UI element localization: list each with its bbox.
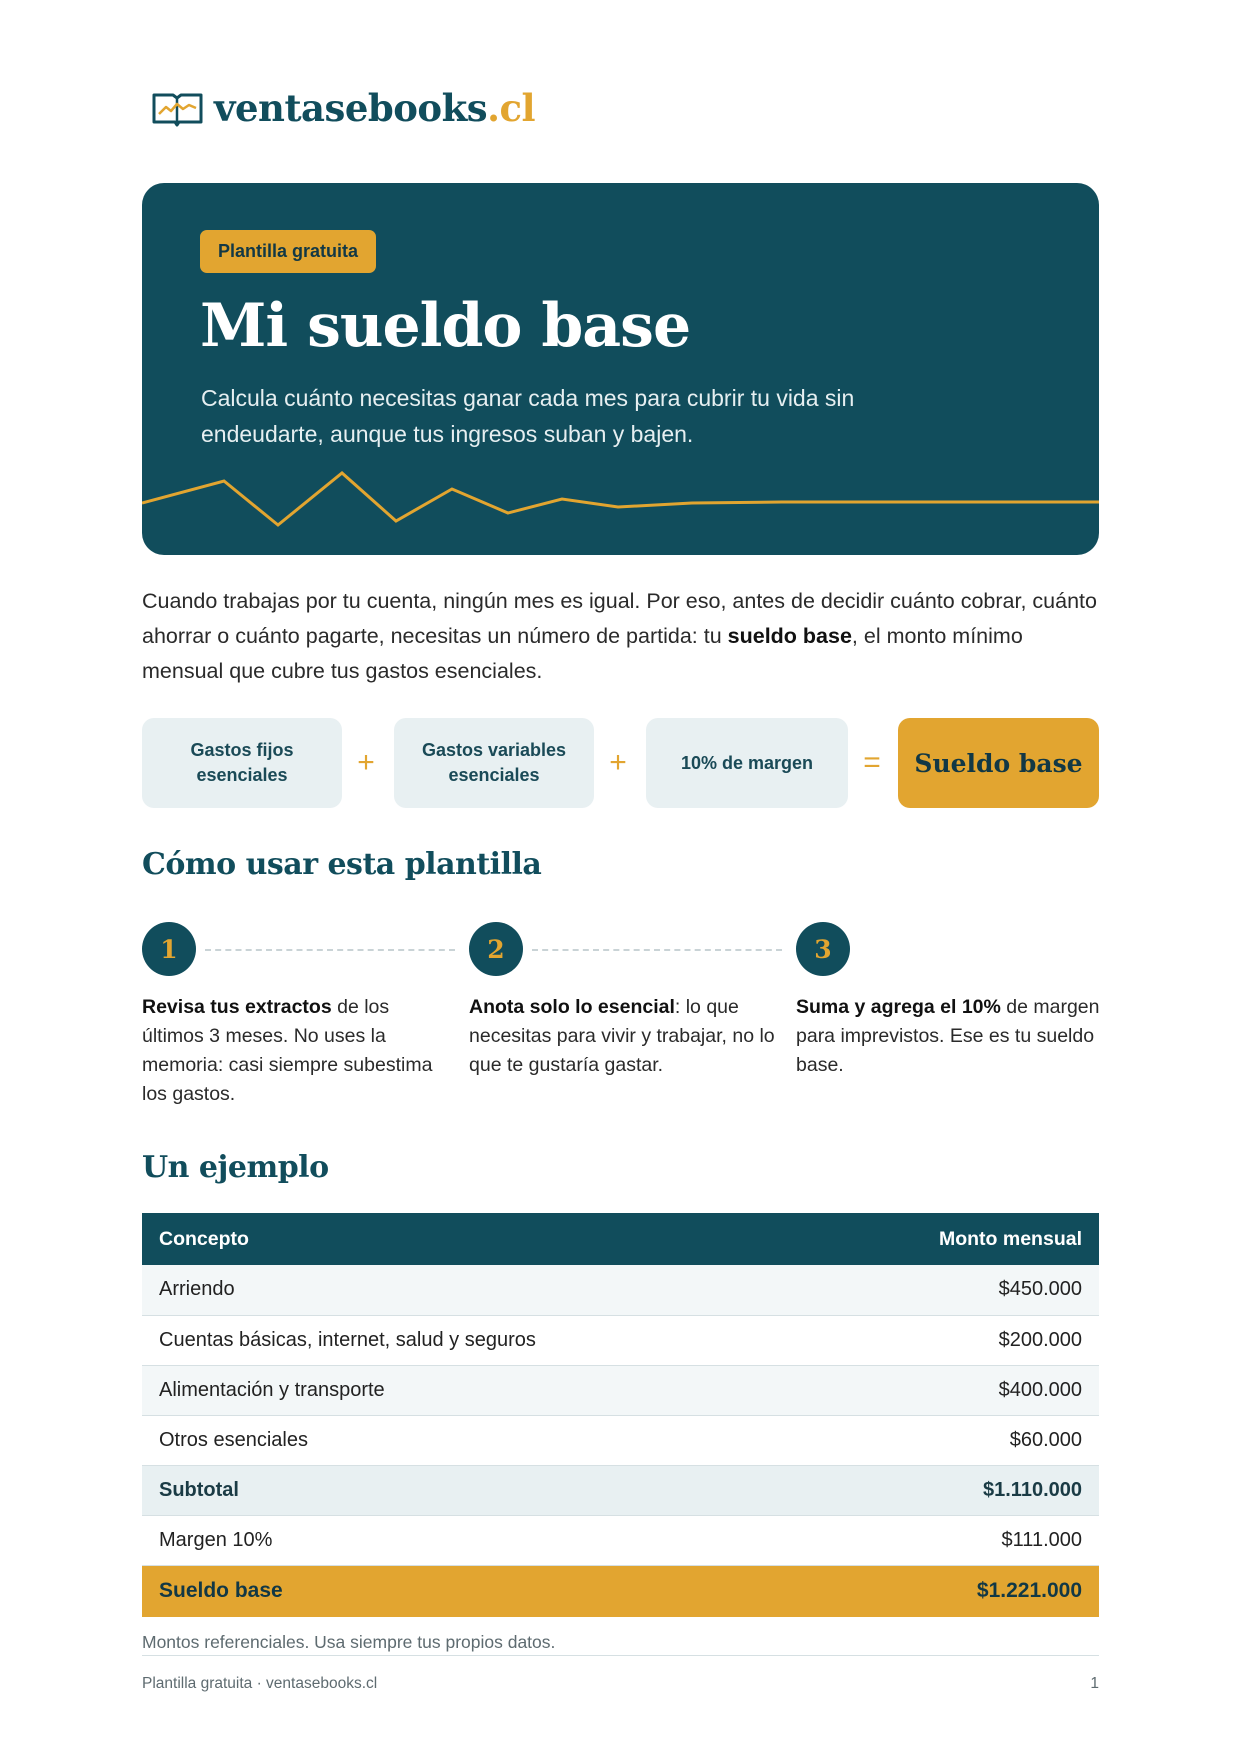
plus-operator: + (357, 746, 375, 779)
step-3 (796, 922, 1106, 1080)
amount-cell: $400.000 (811, 1365, 1099, 1415)
concept-cell: Otros esenciales (142, 1415, 811, 1465)
step-number: 2 (469, 922, 523, 976)
step-number: 1 (142, 922, 196, 976)
step-text: Anota solo lo esencial: lo que necesitas para vivir y trabajar, no lo que te gustaría gastar. (469, 996, 775, 1076)
hero-banner (142, 183, 1099, 555)
footer-text: Plantilla gratuita · ventasebooks.cl (142, 1675, 378, 1692)
total-amount: $1.221.000 (811, 1565, 1099, 1617)
equals-operator: = (863, 746, 881, 779)
concept-cell: Alimentación y transporte (142, 1365, 811, 1415)
table-row (142, 1415, 1099, 1465)
page-subtitle: Calcula cuánto necesitas ganar cada mes para cubrir tu vida sin endeudarte, aunque tus ingresos suban y bajen. (201, 385, 855, 447)
total-label: Sueldo base (142, 1565, 811, 1617)
amount-cell: $200.000 (811, 1315, 1099, 1365)
intro-paragraph: Cuando trabajas por tu cuenta, ningún mes es igual. Por eso, antes de decidir cuánto cobrar, cuánto ahorrar o cuánto pagarte, necesitas un número de partida: tu sueldo base, el monto mínimo mensual que cubre tus gastos esenciales. (142, 589, 1097, 683)
formula-margin: 10% de margen (646, 718, 848, 808)
subtotal-row (142, 1465, 1099, 1515)
formula-variable-expenses: Gastos variables esenciales (394, 718, 594, 808)
subtotal-amount: $1.110.000 (811, 1465, 1099, 1515)
step-text: Suma y agrega el 10% de margen para imprevistos. Ese es tu sueldo base. (796, 996, 1100, 1076)
section-title-how-to: Cómo usar esta plantilla (142, 847, 542, 882)
concept-cell: Arriendo (142, 1265, 811, 1315)
table-row (142, 1265, 1099, 1315)
margin-amount: $111.000 (811, 1515, 1099, 1565)
table-row (142, 1365, 1099, 1415)
total-row (142, 1565, 1099, 1617)
amount-cell: $450.000 (811, 1265, 1099, 1315)
intro-highlight: sueldo base (727, 624, 852, 648)
table-note: Montos referenciales. Usa siempre tus propios datos. (142, 1632, 556, 1652)
template-badge: Plantilla gratuita (200, 230, 376, 273)
section-title-example: Un ejemplo (142, 1150, 329, 1185)
amount-cell: $60.000 (811, 1415, 1099, 1465)
step-1 (142, 922, 452, 1109)
footer-divider (142, 1655, 1099, 1656)
formula-result: Sueldo base (898, 718, 1099, 808)
page-number: 1 (1090, 1675, 1099, 1692)
step-text: Revisa tus extractos de los últimos 3 meses. No uses la memoria: casi siempre subestima los gastos. (142, 996, 433, 1105)
table-header-row (142, 1213, 1099, 1265)
margin-row (142, 1515, 1099, 1565)
step-2 (469, 922, 779, 1080)
open-book-chart-icon (151, 90, 204, 127)
brand-name: ventasebooks.cl (214, 86, 536, 130)
formula-row (142, 718, 1099, 808)
example-table (142, 1213, 1099, 1617)
column-header-amount: Monto mensual (811, 1213, 1099, 1265)
concept-cell: Cuentas básicas, internet, salud y seguros (142, 1315, 811, 1365)
subtotal-label: Subtotal (142, 1465, 811, 1515)
table-row (142, 1315, 1099, 1365)
formula-fixed-expenses: Gastos fijos esenciales (142, 718, 342, 808)
column-header-concept: Concepto (142, 1213, 811, 1265)
page-title: Mi sueldo base (200, 291, 691, 361)
brand-logo (151, 86, 535, 130)
step-number: 3 (796, 922, 850, 976)
plus-operator: + (609, 746, 627, 779)
margin-label: Margen 10% (142, 1515, 811, 1565)
